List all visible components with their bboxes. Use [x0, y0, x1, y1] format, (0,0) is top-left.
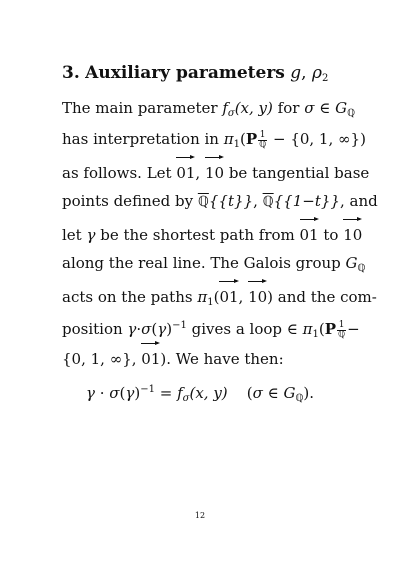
section-heading: [62, 62, 362, 90]
paragraph-line-7: [62, 279, 377, 310]
math-xy: (x, y): [189, 384, 228, 402]
text-fragment: to: [318, 226, 344, 244]
paragraph-line-9: [62, 341, 352, 372]
section-number: 3.: [62, 63, 80, 83]
text-fragment: ).: [303, 384, 314, 402]
math-series-t: {{t}}: [208, 192, 254, 210]
fraction-denominator: ℚ: [259, 139, 267, 150]
math-gamma: γ: [157, 320, 167, 338]
math-f: f: [222, 99, 228, 117]
math-paren: ): [360, 130, 366, 148]
math-comma: ,: [131, 350, 142, 368]
math-pi: π: [223, 130, 234, 148]
vector-01: 01: [219, 279, 238, 313]
math-Q-subscript: ℚ: [295, 393, 304, 404]
math-paren: (: [239, 130, 246, 148]
fraction-numerator: 1: [259, 129, 266, 140]
paragraph-line-6: [62, 248, 366, 279]
math-sigma: σ: [304, 99, 315, 117]
math-gamma: γ: [86, 226, 96, 244]
math-equals: =: [154, 384, 178, 402]
text-fragment: , and: [339, 192, 378, 210]
text-fragment: (: [227, 384, 253, 402]
math-one-subscript: 1: [312, 329, 319, 340]
symbol-g: g: [290, 63, 302, 83]
text-fragment: be tangential base: [224, 164, 370, 182]
text-fragment: let: [62, 226, 87, 244]
paragraph-line-4: [62, 186, 378, 217]
math-Q-subscript: ℚ: [347, 108, 355, 119]
math-paren: (: [318, 320, 325, 338]
math-inverse: −1: [172, 320, 187, 331]
math-paren: ): [134, 384, 141, 402]
symbol-comma: ,: [301, 63, 307, 83]
section-title: Auxiliary parameters: [85, 63, 285, 83]
math-one-subscript: 1: [207, 297, 214, 308]
math-sigma: σ: [109, 384, 120, 402]
math-pi: π: [197, 288, 208, 306]
text-fragment: as follows. Let: [62, 164, 177, 182]
math-comma: ,: [195, 164, 205, 182]
math-Q-bar: ℚ: [197, 194, 209, 210]
math-Q-subscript: ℚ: [357, 263, 366, 274]
math-f: f: [177, 384, 183, 402]
math-set: {0, 1, ∞}: [62, 350, 132, 368]
display-equation: [62, 378, 362, 411]
math-one-subscript: 1: [233, 139, 240, 150]
text-fragment: position: [62, 320, 128, 338]
math-G: G: [345, 254, 358, 272]
text-fragment: points defined by: [62, 192, 198, 210]
math-fraction: [337, 321, 346, 340]
math-fraction: [258, 131, 267, 150]
math-Q-bar: ℚ: [262, 194, 274, 210]
math-minus: −: [347, 320, 360, 338]
math-paren: ): [166, 320, 173, 338]
paragraph: [62, 93, 378, 372]
math-pi: π: [302, 320, 313, 338]
math-in: ∈: [262, 384, 284, 402]
math-P: P: [324, 320, 337, 338]
math-in: ∈: [314, 99, 336, 117]
vector-10: 10: [343, 217, 362, 251]
math-paren: (: [151, 320, 158, 338]
paragraph-line-8: [62, 310, 360, 341]
text-fragment: ). We have then:: [160, 350, 284, 368]
text-fragment: gives a loop ∈: [186, 320, 303, 338]
vector-10: 10: [248, 279, 267, 313]
math-set: {0, 1, ∞}: [290, 130, 361, 148]
fraction-numerator: 1: [338, 319, 345, 330]
text-fragment: acts on the paths: [62, 288, 198, 306]
math-sigma-subscript: σ: [227, 108, 235, 119]
text-fragment: The main parameter: [62, 99, 223, 117]
vector-01: 01: [141, 341, 160, 375]
paragraph-line-5: [62, 217, 363, 248]
text-fragment: has interpretation in: [62, 130, 224, 148]
math-dot: ·: [136, 320, 142, 338]
math-paren: ): [267, 288, 274, 306]
math-G: G: [283, 384, 296, 402]
math-sigma-subscript: σ: [182, 393, 190, 404]
paragraph-line-2: [62, 124, 366, 155]
math-minus: −: [268, 130, 291, 148]
symbol-rho-subscript: 2: [321, 73, 329, 84]
math-G: G: [335, 99, 348, 117]
paragraph-line-3: [62, 155, 370, 186]
math-comma: ,: [253, 192, 263, 210]
vector-10: 10: [205, 155, 224, 189]
text-fragment: and the com-: [273, 288, 377, 306]
math-comma: ,: [238, 288, 249, 306]
math-sigma: σ: [141, 320, 152, 338]
math-paren: (: [119, 384, 126, 402]
math-dot: ·: [94, 384, 110, 402]
paragraph-line-1: [62, 93, 355, 124]
page-number: 12: [194, 511, 206, 520]
text-fragment: along the real line. The Galois group: [62, 254, 346, 272]
math-sigma: σ: [252, 384, 263, 402]
text-fragment: be the shortest path from: [95, 226, 300, 244]
vector-01: 01: [300, 217, 319, 251]
symbol-rho: ρ: [311, 63, 322, 83]
math-paren: (: [213, 288, 220, 306]
math-series-1-t: {{1−t}}: [273, 192, 340, 210]
text-fragment: for: [272, 99, 305, 117]
math-xy: (x, y): [234, 99, 273, 117]
vector-01: 01: [176, 155, 195, 189]
math-gamma: γ: [86, 384, 95, 402]
math-P: P: [245, 130, 258, 148]
fraction-denominator: ℚ: [338, 329, 346, 340]
math-inverse: −1: [140, 384, 155, 395]
math-gamma: γ: [127, 320, 137, 338]
math-gamma: γ: [125, 384, 135, 402]
